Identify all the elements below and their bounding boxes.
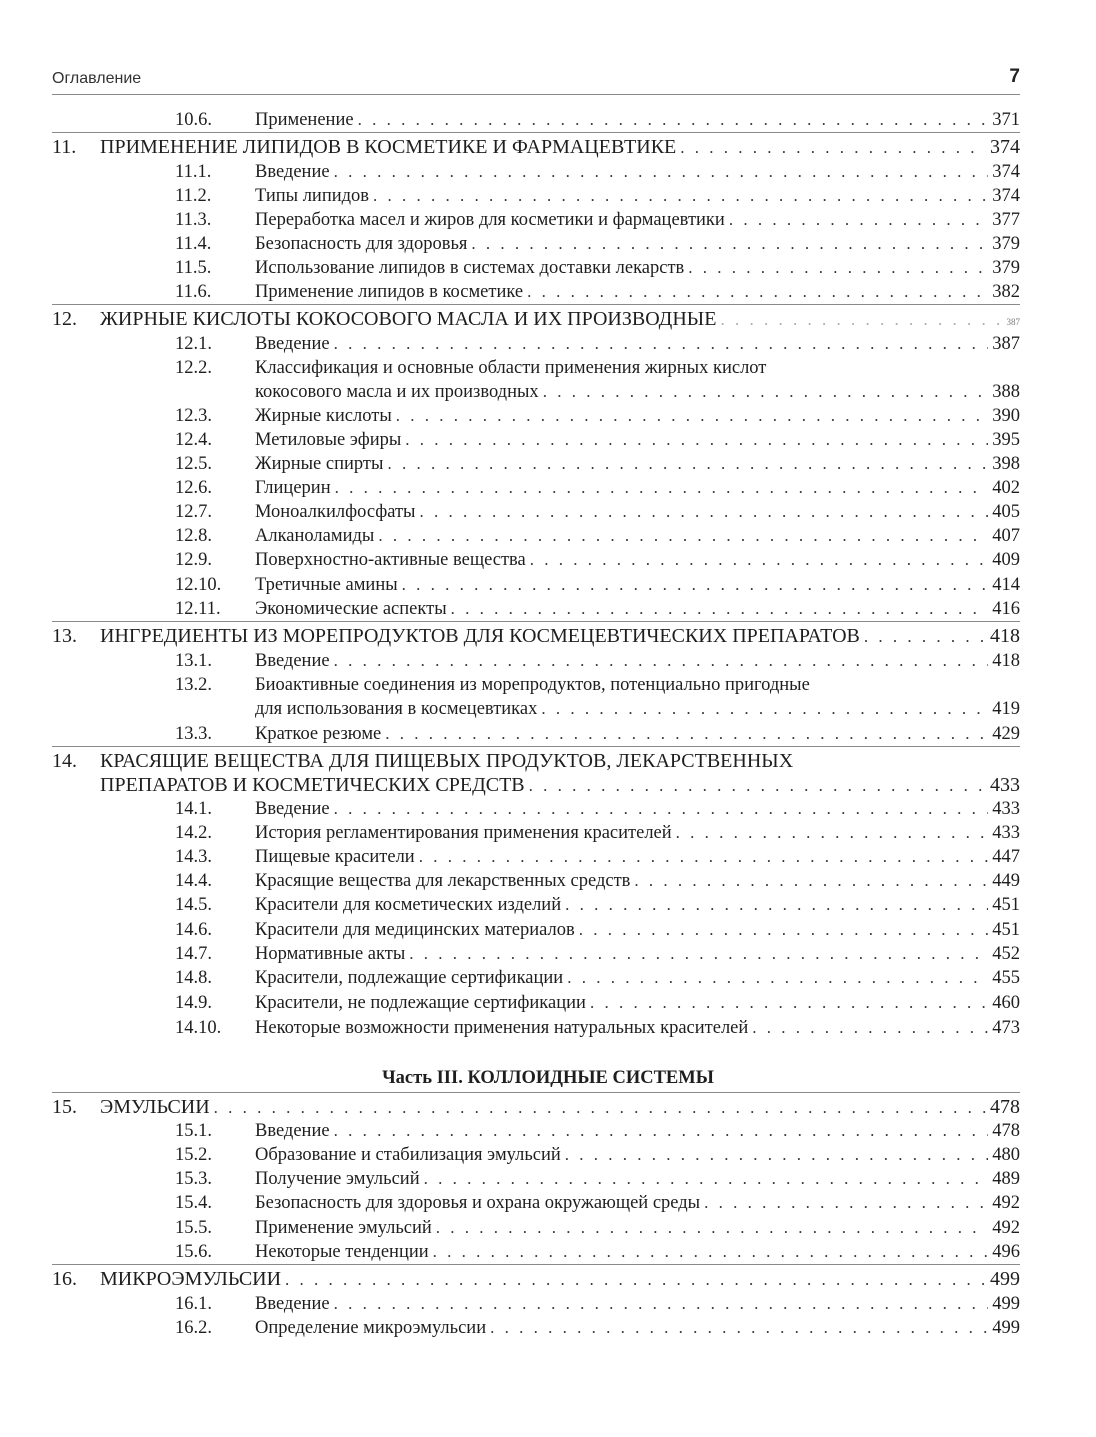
entry-title: Алканоламиды: [255, 526, 375, 546]
toc-section-entry[interactable]: [0, 280, 1096, 304]
chapter-divider: [52, 304, 1020, 305]
entry-number: 16.: [52, 1268, 77, 1290]
entry-number: 15.4.: [175, 1193, 212, 1213]
dot-leader: [373, 184, 988, 208]
toc-section-entry[interactable]: [0, 869, 1096, 893]
entry-number: 12.4.: [175, 430, 212, 450]
toc-entry-continuation[interactable]: [0, 773, 1096, 797]
entry-page: 496: [992, 1242, 1020, 1262]
dot-leader: [451, 597, 989, 621]
entry-title: Введение: [255, 1294, 330, 1314]
entry-row: [255, 649, 1020, 673]
entry-row: [100, 135, 1020, 160]
entry-number: 12.8.: [175, 526, 212, 546]
dot-leader: [752, 1016, 988, 1040]
entry-row: [255, 966, 1020, 990]
entry-row: [100, 1267, 1020, 1292]
entry-number: 14.6.: [175, 920, 212, 940]
toc-section-entry[interactable]: [0, 232, 1096, 256]
entry-page: 374: [992, 186, 1020, 206]
entry-number: 14.2.: [175, 823, 212, 843]
toc-section-entry[interactable]: [0, 428, 1096, 452]
dot-leader: [634, 869, 988, 893]
part-heading: Часть III. КОЛЛОИДНЫЕ СИСТЕМЫ: [382, 1068, 714, 1088]
entry-row: [255, 991, 1020, 1015]
entry-row: [255, 232, 1020, 256]
entry-row: [255, 548, 1020, 572]
toc-section-entry[interactable]: [0, 722, 1096, 746]
toc-section-entry[interactable]: [0, 1167, 1096, 1191]
entry-page: 455: [992, 968, 1020, 988]
entry-title: ЭМУЛЬСИИ: [100, 1096, 210, 1118]
entry-title: КРАСЯЩИЕ ВЕЩЕСТВА ДЛЯ ПИЩЕВЫХ ПРОДУКТОВ, ЛЕКАРСТВЕННЫХ: [100, 750, 794, 772]
toc-entry-continuation[interactable]: [0, 380, 1096, 404]
entry-number: 12.11.: [175, 599, 221, 619]
entry-title: Экономические аспекты: [255, 599, 447, 619]
entry-page: 395: [992, 430, 1020, 450]
entry-row: [255, 500, 1020, 524]
entry-page: 377: [992, 210, 1020, 230]
entry-row: [255, 404, 1020, 428]
entry-title: Применение: [255, 110, 354, 130]
entry-page: 473: [992, 1018, 1020, 1038]
entry-row: [255, 1240, 1020, 1264]
entry-number: 14.1.: [175, 799, 212, 819]
toc-section-entry[interactable]: [0, 332, 1096, 356]
entry-row: [255, 797, 1020, 821]
entry-number: 13.2.: [175, 675, 212, 695]
entry-page: 433: [992, 823, 1020, 843]
toc-section-entry[interactable]: [0, 821, 1096, 845]
dot-leader: [385, 722, 988, 746]
entry-number: 14.4.: [175, 871, 212, 891]
entry-row: [255, 1316, 1020, 1340]
dot-leader: [590, 991, 988, 1015]
entry-row: [255, 1119, 1020, 1143]
toc-section-entry[interactable]: [0, 1316, 1096, 1340]
entry-page: 478: [990, 1096, 1020, 1118]
entry-page: 447: [992, 847, 1020, 867]
entry-page: 418: [990, 625, 1020, 647]
entry-row: [255, 573, 1020, 597]
entry-page: 407: [992, 526, 1020, 546]
entry-row: [255, 1016, 1020, 1040]
entry-row: [100, 624, 1020, 649]
entry-title: ИНГРЕДИЕНТЫ ИЗ МОРЕПРОДУКТОВ ДЛЯ КОСМЕЦЕВТИЧЕСКИХ ПРЕПАРАТОВ: [100, 625, 860, 647]
entry-number: 12.7.: [175, 502, 212, 522]
entry-number: 12.10.: [175, 575, 222, 595]
toc-chapter-entry[interactable]: [0, 135, 1096, 159]
toc-section-entry[interactable]: [0, 573, 1096, 597]
entry-page: 452: [992, 944, 1020, 964]
toc-section-entry[interactable]: [0, 673, 1096, 697]
toc-section-entry[interactable]: [0, 1292, 1096, 1316]
entry-row: [255, 108, 1020, 132]
entry-title: Безопасность для здоровья и охрана окружающей среды: [255, 1193, 701, 1213]
entry-page: 387: [1006, 317, 1020, 327]
entry-page: 492: [992, 1218, 1020, 1238]
dot-leader: [335, 476, 989, 500]
entry-title: Метиловые эфиры: [255, 430, 402, 450]
entry-title: Введение: [255, 1121, 330, 1141]
entry-row: [255, 1292, 1020, 1316]
toc-section-entry[interactable]: [0, 548, 1096, 572]
toc-chapter-entry[interactable]: [0, 624, 1096, 648]
entry-number: 12.6.: [175, 478, 212, 498]
entry-row: [255, 1216, 1020, 1240]
entry-title: Классификация и основные области применения жирных кислот: [255, 358, 767, 378]
entry-number: 11.5.: [175, 258, 212, 278]
entry-title: Красители, не подлежащие сертификации: [255, 993, 586, 1013]
dot-leader: [334, 1119, 989, 1143]
dot-leader: [471, 232, 988, 256]
entry-title: Использование липидов в системах доставки лекарств: [255, 258, 685, 278]
toc-section-entry[interactable]: [0, 1240, 1096, 1264]
entry-number: 12.2.: [175, 358, 212, 378]
toc-section-entry[interactable]: [0, 1119, 1096, 1143]
dot-leader: [565, 1143, 988, 1167]
entry-title: Красители для косметических изделий: [255, 895, 562, 915]
entry-page: 478: [992, 1121, 1020, 1141]
toc-section-entry[interactable]: [0, 649, 1096, 673]
chapter-divider: [52, 1264, 1020, 1265]
entry-number: 10.6.: [175, 110, 212, 130]
dot-leader: [720, 308, 1002, 332]
entry-page: 451: [992, 895, 1020, 915]
entry-row: [100, 773, 1020, 798]
entry-number: 11.3.: [175, 210, 212, 230]
chapter-divider: [52, 746, 1020, 747]
toc-section-entry[interactable]: [0, 797, 1096, 821]
entry-page: 379: [992, 234, 1020, 254]
toc-chapter-entry[interactable]: [0, 1095, 1096, 1119]
entry-row: [255, 428, 1020, 452]
entry-row: [255, 845, 1020, 869]
entry-page: 480: [992, 1145, 1020, 1165]
entry-title: Глицерин: [255, 478, 331, 498]
entry-page: 405: [992, 502, 1020, 522]
entry-row: [255, 942, 1020, 966]
entry-page: 409: [992, 550, 1020, 570]
entry-title: Нормативные акты: [255, 944, 406, 964]
entry-number: 11.6.: [175, 282, 212, 302]
entry-title: Определение микроэмульсии: [255, 1318, 487, 1338]
entry-row: [255, 918, 1020, 942]
toc-section-entry[interactable]: [0, 160, 1096, 184]
toc-section-entry[interactable]: [0, 524, 1096, 548]
entry-row: [255, 1167, 1020, 1191]
entry-number: 12.1.: [175, 334, 212, 354]
toc-chapter-entry[interactable]: [0, 307, 1096, 331]
entry-number: 11.1.: [175, 162, 212, 182]
entry-row: [255, 332, 1020, 356]
toc-section-entry[interactable]: [0, 500, 1096, 524]
dot-leader: [567, 966, 988, 990]
toc-section-entry[interactable]: [0, 1016, 1096, 1040]
entry-title: МИКРОЭМУЛЬСИИ: [100, 1268, 282, 1290]
entry-row: [255, 597, 1020, 621]
entry-title: Краткое резюме: [255, 724, 382, 744]
entry-number: 14.: [52, 750, 77, 772]
entry-page: 419: [992, 699, 1020, 719]
entry-row: [255, 476, 1020, 500]
entry-number: 12.9.: [175, 550, 212, 570]
entry-row: [255, 821, 1020, 845]
entry-number: 13.: [52, 625, 77, 647]
toc-section-entry[interactable]: [0, 918, 1096, 942]
entry-title: Введение: [255, 334, 330, 354]
entry-title: Образование и стабилизация эмульсий: [255, 1145, 561, 1165]
entry-number: 13.3.: [175, 724, 212, 744]
toc-section-entry[interactable]: [0, 1143, 1096, 1167]
entry-number: 15.5.: [175, 1218, 212, 1238]
dot-leader: [334, 797, 989, 821]
entry-page: 489: [992, 1169, 1020, 1189]
entry-row: [255, 893, 1020, 917]
entry-page: 499: [990, 1268, 1020, 1290]
entry-title: Жирные кислоты: [255, 406, 392, 426]
entry-title: Красители для медицинских материалов: [255, 920, 575, 940]
dot-leader: [530, 548, 988, 572]
entry-number: 15.6.: [175, 1242, 212, 1262]
chapter-divider: [52, 132, 1020, 133]
entry-title: Пищевые красители: [255, 847, 415, 867]
entry-number: 14.10.: [175, 1018, 222, 1038]
toc-section-entry[interactable]: [0, 1216, 1096, 1240]
entry-page: 387: [992, 334, 1020, 354]
toc-section-entry[interactable]: [0, 184, 1096, 208]
entry-title: Моноалкилфосфаты: [255, 502, 416, 522]
entry-title: Некоторые возможности применения натуральных красителей: [255, 1018, 749, 1038]
entry-row: [255, 160, 1020, 184]
entry-page: 371: [992, 110, 1020, 130]
dot-leader: [358, 108, 989, 132]
entry-title: Введение: [255, 162, 330, 182]
entry-title: Третичные амины: [255, 575, 398, 595]
entry-title: Введение: [255, 651, 330, 671]
dot-leader: [864, 625, 986, 649]
entry-title-cont: ПРЕПАРАТОВ И КОСМЕТИЧЕСКИХ СРЕДСТВ: [100, 774, 525, 796]
toc-section-entry[interactable]: [0, 452, 1096, 476]
entry-title: Применение эмульсий: [255, 1218, 432, 1238]
toc-section-entry[interactable]: [0, 356, 1096, 380]
toc-section-entry[interactable]: [0, 942, 1096, 966]
entry-number: 15.3.: [175, 1169, 212, 1189]
entry-row: [255, 256, 1020, 280]
entry-row: [255, 1143, 1020, 1167]
entry-title: Типы липидов: [255, 186, 370, 206]
entry-page: 433: [990, 774, 1020, 796]
dot-leader: [334, 1292, 989, 1316]
page-number: 7: [1009, 66, 1020, 87]
entry-title: Получение эмульсий: [255, 1169, 420, 1189]
running-title: Оглавление: [52, 70, 142, 87]
dot-leader: [419, 845, 989, 869]
dot-leader: [433, 1240, 989, 1264]
entry-row: [255, 697, 1020, 721]
entry-title: ПРИМЕНЕНИЕ ЛИПИДОВ В КОСМЕТИКЕ И ФАРМАЦЕВТИКЕ: [100, 136, 677, 158]
entry-page: 418: [992, 651, 1020, 671]
dot-leader: [405, 428, 988, 452]
entry-page: 429: [992, 724, 1020, 744]
dot-leader: [387, 452, 988, 476]
entry-row: [255, 722, 1020, 746]
entry-page: 460: [992, 993, 1020, 1013]
entry-title: Переработка масел и жиров для косметики и фармацевтики: [255, 210, 725, 230]
dot-leader: [680, 136, 986, 160]
entry-number: 14.3.: [175, 847, 212, 867]
entry-page: 379: [992, 258, 1020, 278]
entry-number: 15.: [52, 1096, 77, 1118]
page-header: [52, 64, 1020, 95]
entry-number: 15.2.: [175, 1145, 212, 1165]
entry-title: Введение: [255, 799, 330, 819]
entry-title: Красители, подлежащие сертификации: [255, 968, 564, 988]
toc-section-entry[interactable]: [0, 1191, 1096, 1215]
toc-section-entry[interactable]: [0, 966, 1096, 990]
dot-leader: [285, 1268, 986, 1292]
entry-page: 374: [990, 136, 1020, 158]
entry-title: ЖИРНЫЕ КИСЛОТЫ КОКОСОВОГО МАСЛА И ИХ ПРОИЗВОДНЫЕ: [100, 308, 717, 330]
toc-chapter-entry[interactable]: [0, 1267, 1096, 1291]
toc-section-entry[interactable]: [0, 404, 1096, 428]
entry-row: [255, 184, 1020, 208]
entry-row: [255, 1191, 1020, 1215]
entry-number: 11.2.: [175, 186, 212, 206]
dot-leader: [676, 821, 989, 845]
entry-number: 11.4.: [175, 234, 212, 254]
dot-leader: [409, 942, 988, 966]
entry-title: Безопасность для здоровья: [255, 234, 468, 254]
dot-leader: [402, 573, 989, 597]
toc-section-entry[interactable]: [0, 108, 1096, 132]
toc-section-entry[interactable]: [0, 893, 1096, 917]
entry-number: 16.2.: [175, 1318, 212, 1338]
entry-number: 16.1.: [175, 1294, 212, 1314]
entry-number: 12.5.: [175, 454, 212, 474]
toc-section-entry[interactable]: [0, 256, 1096, 280]
entry-title-cont: для использования в космецевтиках: [255, 699, 538, 719]
entry-page: 390: [992, 406, 1020, 426]
entry-page: 382: [992, 282, 1020, 302]
entry-page: 492: [992, 1193, 1020, 1213]
toc-section-entry[interactable]: [0, 845, 1096, 869]
entry-row: [255, 380, 1020, 404]
toc-section-entry[interactable]: [0, 597, 1096, 621]
entry-page: 499: [992, 1294, 1020, 1314]
entry-number: 13.1.: [175, 651, 212, 671]
entry-number: 14.5.: [175, 895, 212, 915]
dot-leader: [334, 649, 989, 673]
entry-row: [100, 1095, 1020, 1120]
entry-number: 15.1.: [175, 1121, 212, 1141]
dot-leader: [729, 208, 988, 232]
entry-page: 402: [992, 478, 1020, 498]
entry-title: История регламентирования применения красителей: [255, 823, 672, 843]
entry-row: [255, 869, 1020, 893]
entry-page: 416: [992, 599, 1020, 619]
dot-leader: [334, 160, 989, 184]
entry-page: 414: [992, 575, 1020, 595]
toc-section-entry[interactable]: [0, 991, 1096, 1015]
entry-title: Жирные спирты: [255, 454, 384, 474]
dot-leader: [334, 332, 989, 356]
entry-title: Некоторые тенденции: [255, 1242, 429, 1262]
entry-number: 14.7.: [175, 944, 212, 964]
dot-leader: [579, 918, 988, 942]
entry-page: 398: [992, 454, 1020, 474]
entry-page: 433: [992, 799, 1020, 819]
dot-leader: [419, 500, 988, 524]
entry-number: 12.3.: [175, 406, 212, 426]
toc-entry-continuation[interactable]: [0, 697, 1096, 721]
dot-leader: [396, 404, 989, 428]
dot-leader: [688, 256, 988, 280]
entry-page: 449: [992, 871, 1020, 891]
chapter-divider: [52, 1092, 1020, 1093]
dot-leader: [214, 1096, 986, 1120]
toc-chapter-entry[interactable]: [0, 749, 1096, 773]
entry-title: Биоактивные соединения из морепродуктов, потенциально пригодные: [255, 675, 810, 695]
dot-leader: [565, 893, 988, 917]
entry-title: Применение липидов в косметике: [255, 282, 524, 302]
dot-leader: [541, 697, 988, 721]
dot-leader: [490, 1316, 988, 1340]
dot-leader: [543, 380, 989, 404]
entry-row: [255, 208, 1020, 232]
dot-leader: [704, 1191, 988, 1215]
entry-number: 11.: [52, 136, 77, 158]
entry-row: [255, 452, 1020, 476]
dot-leader: [378, 524, 988, 548]
dot-leader: [436, 1216, 988, 1240]
entry-page: 451: [992, 920, 1020, 940]
entry-number: 14.9.: [175, 993, 212, 1013]
entry-page: 374: [992, 162, 1020, 182]
toc-section-entry[interactable]: [0, 476, 1096, 500]
entry-number: 14.8.: [175, 968, 212, 988]
entry-row: [255, 280, 1020, 304]
toc-section-entry[interactable]: [0, 208, 1096, 232]
entry-number: 12.: [52, 308, 77, 330]
entry-title-cont: кокосового масла и их производных: [255, 382, 539, 402]
dot-leader: [424, 1167, 989, 1191]
entry-row: [100, 307, 1020, 334]
chapter-divider: [52, 621, 1020, 622]
entry-title: Красящие вещества для лекарственных средств: [255, 871, 631, 891]
entry-row: [255, 524, 1020, 548]
entry-title: Поверхностно-активные вещества: [255, 550, 526, 570]
entry-page: 388: [992, 382, 1020, 402]
entry-page: 499: [992, 1318, 1020, 1338]
dot-leader: [527, 280, 988, 304]
dot-leader: [529, 774, 986, 798]
